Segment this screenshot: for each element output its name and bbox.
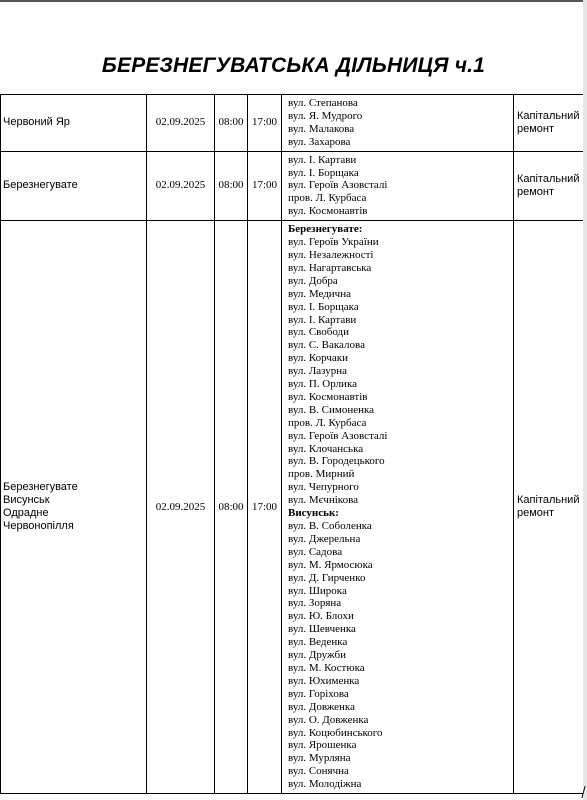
street-item: вул. Медична (288, 287, 351, 300)
start-time: 08:00 (218, 179, 244, 192)
streets-cell (282, 95, 514, 152)
street-item: вул. І. Картави (288, 153, 357, 166)
street-item: вул. Мурляна (288, 752, 351, 765)
street-item: вул. Героїв Азовсталі (288, 429, 388, 442)
street-item: вул. Д. Гирченко (288, 571, 366, 584)
settlement-name: Висунськ (3, 494, 50, 507)
settlement-name: Червонопілля (3, 520, 74, 532)
settlement-name: Червоний Яр (3, 116, 70, 129)
street-item: вул. Малакова (288, 122, 355, 135)
street-item: вул. Юхименка (288, 674, 360, 687)
page-title: БЕРЕЗНЕГУВАТСЬКА ДІЛЬНИЦЯ ч.1 (101, 54, 486, 77)
street-item: вул. Нагартавська (288, 261, 372, 274)
start-time-cell (215, 95, 248, 152)
street-item: вул. Незалежності (288, 248, 374, 261)
street-item: вул. Молодіжна (288, 778, 362, 791)
street-item: вул. І. Борщака (288, 300, 359, 313)
page-edge-shadow (583, 0, 587, 800)
street-item: вул. Садова (288, 545, 343, 558)
end-time: 17:00 (251, 500, 278, 513)
work-type-line: Капітальний (517, 172, 580, 185)
end-time: 17:00 (251, 179, 278, 192)
street-item: вул. Свободи (288, 326, 350, 339)
street-item: вул. Веденка (288, 636, 348, 649)
street-item: вул. Зоряна (288, 597, 342, 610)
settlement-name: Березнегувате (3, 481, 78, 494)
start-time: 08:00 (218, 116, 244, 129)
street-item: вул. І. Картави (288, 313, 357, 326)
start-time-cell (215, 221, 248, 794)
street-item: пров. Л. Курбаса (288, 192, 367, 205)
street-item: вул. Дружби (288, 649, 346, 662)
street-item: вул. Я. Мудрого (288, 109, 363, 122)
street-item: вул. Космонавтів (288, 205, 368, 218)
settlement-group-heading: Березнегувате: (288, 223, 363, 236)
street-item: вул. Ярошенка (288, 739, 357, 752)
street-item: вул. С. Вакалова (288, 339, 365, 352)
street-item: вул. В. Симоненка (288, 403, 375, 416)
street-item: вул. О. Довженка (288, 713, 369, 726)
street-item: вул. Джерельна (288, 532, 361, 545)
outage-date: 02.09.2025 (155, 179, 206, 192)
work-type-cell (514, 95, 587, 152)
work-type-line: ремонт (517, 185, 555, 198)
end-time-cell (248, 95, 282, 152)
end-time-cell (248, 151, 282, 221)
street-item: пров. Л. Курбаса (288, 416, 367, 429)
street-item: вул. Чепурного (288, 481, 359, 494)
street-item: вул. Ю. Блохи (288, 610, 354, 623)
street-item: вул. І. Борщака (288, 166, 359, 179)
street-item: вул. М. Ярмосюка (288, 558, 373, 571)
work-type-cell (514, 151, 587, 221)
street-item: вул. М. Костюка (288, 661, 365, 674)
date-cell (147, 151, 215, 221)
outage-schedule-table (0, 94, 587, 794)
street-item: вул. Степанова (288, 97, 358, 109)
top-border-line (0, 0, 587, 2)
end-time: 17:00 (251, 116, 278, 129)
street-item: вул. Широка (288, 584, 347, 597)
street-item: вул. П. Орлика (288, 378, 358, 391)
street-item: вул. Космонавтів (288, 390, 368, 403)
street-item: пров. Мирний (288, 468, 355, 481)
date-cell (147, 221, 215, 794)
settlement-cell (1, 95, 147, 152)
street-item: вул. Корчаки (288, 352, 348, 365)
streets-cell (282, 151, 514, 221)
table-row (1, 221, 587, 794)
street-item: вул. В. Городецького (288, 455, 385, 468)
street-item: вул. В. Соболенка (288, 520, 372, 532)
work-type-line: Капітальний (517, 494, 580, 507)
street-item: вул. Героїв Азовсталі (288, 179, 388, 192)
street-item: вул. Сонячна (288, 765, 349, 778)
street-item: вул. Коцюбинського (288, 726, 383, 739)
settlement-name: Одрадне (3, 507, 49, 520)
work-type-line: Капітальний (517, 109, 580, 122)
street-item: вул. Клочанська (288, 442, 364, 455)
settlement-cell (1, 151, 147, 221)
outage-date: 02.09.2025 (155, 500, 206, 513)
work-type-cell (514, 221, 587, 794)
street-item: вул. Мєчнікова (288, 494, 359, 507)
street-item: вул. Добра (288, 274, 338, 287)
street-item: вул. Горіхова (288, 687, 349, 700)
settlement-group-heading: Висунськ: (288, 507, 339, 520)
date-cell (147, 95, 215, 152)
settlement-cell (1, 221, 147, 794)
start-time: 08:00 (218, 500, 244, 513)
street-item: вул. Захарова (288, 135, 351, 148)
street-item: вул. Героїв України (288, 236, 379, 249)
street-item: вул. Шевченка (288, 623, 356, 636)
work-type-line: ремонт (517, 122, 555, 135)
settlement-name: Березнегувате (3, 179, 78, 192)
table-row (1, 95, 587, 152)
street-item: вул. Лазурна (288, 365, 348, 378)
outage-date: 02.09.2025 (155, 116, 206, 129)
table-row (1, 151, 587, 221)
start-time-cell (215, 151, 248, 221)
end-time-cell (248, 221, 282, 794)
work-type-line: ремонт (517, 507, 555, 520)
streets-cell (282, 221, 514, 794)
street-item: вул. Довженка (288, 700, 355, 713)
